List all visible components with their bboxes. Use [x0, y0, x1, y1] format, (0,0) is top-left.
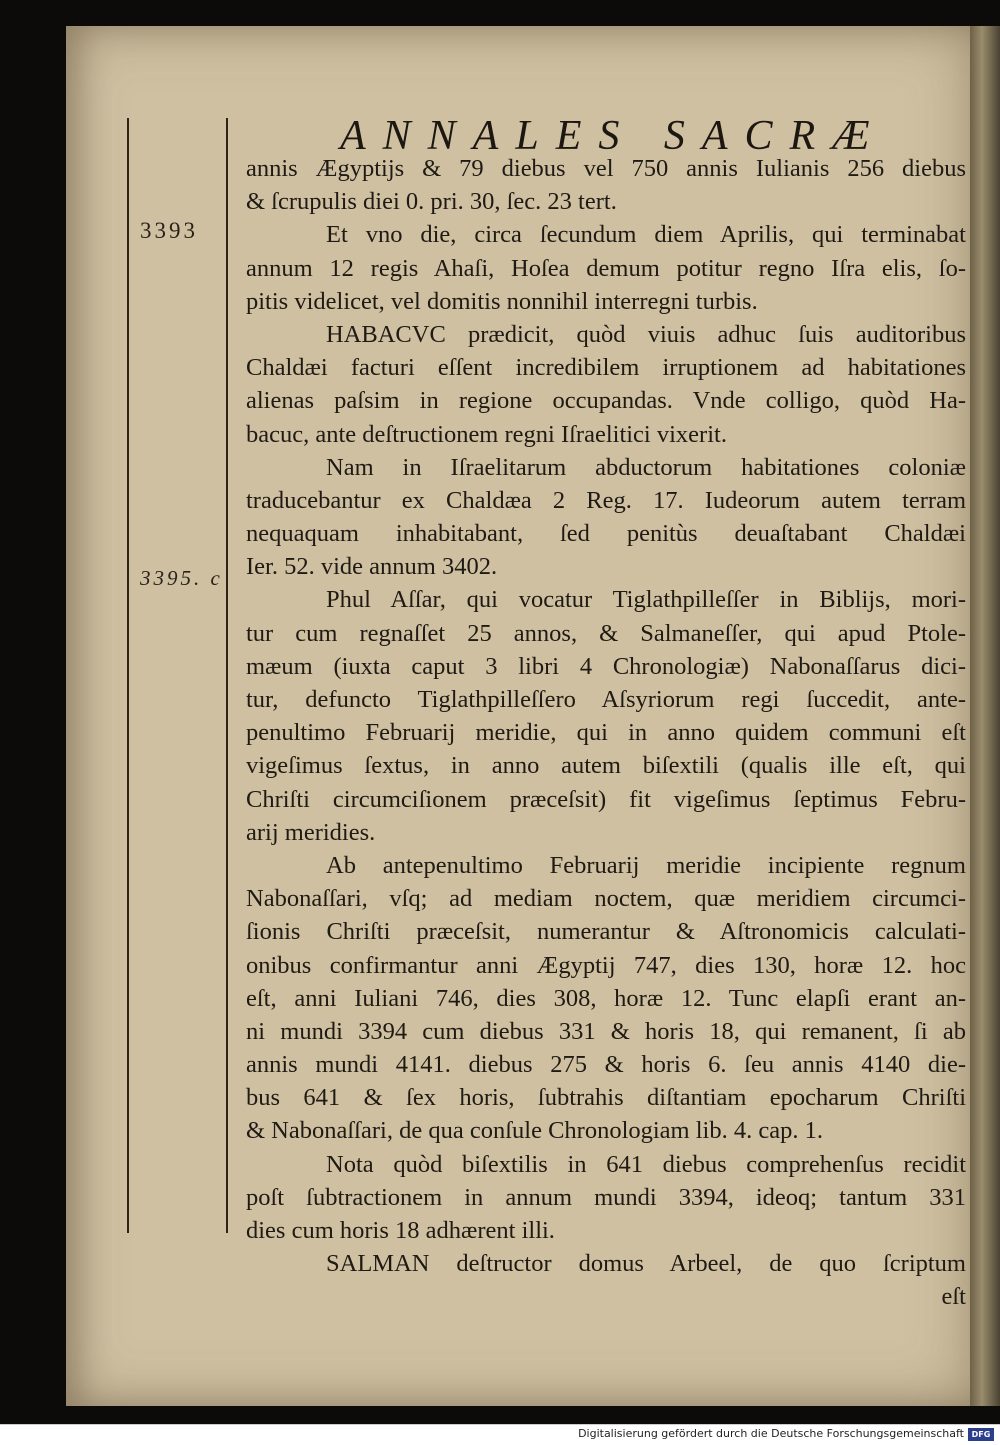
- dfg-logo-icon: DFG: [968, 1428, 994, 1441]
- text-line: & ſcrupulis diei 0. pri. 30, ſec. 23 tert.: [246, 188, 617, 216]
- text-line: onibus confirmantur anni Ægyptij 747, dies 130, horæ 12. hoc: [246, 951, 966, 979]
- text-line: eſt: [941, 1283, 966, 1311]
- body-text: [246, 152, 966, 1314]
- text-line: & Nabonaſſari, de qua conſule Chronologiam lib. 4. cap. 1.: [246, 1117, 823, 1145]
- footer-credit: Digitalisierung gefördert durch die Deutsche Forschungsgemeinschaft: [578, 1427, 964, 1440]
- text-line: nequaquam inhabitabant, ſed penitùs deuaſtabant Chaldæi: [246, 520, 966, 548]
- text-line: tur, defuncto Tiglathpilleſſero Aſsyriorum regi ſuccedit, ante-: [246, 686, 966, 713]
- text-line: Chaldæi facturi eſſent incredibilem irruptionem ad habitationes: [246, 354, 966, 382]
- text-line: Et vno die, circa ſecundum diem Aprilis, qui terminabat: [326, 221, 966, 249]
- text-line: ſionis Chriſti præceſsit, numerantur & Aſtronomicis calculati-: [246, 918, 966, 946]
- marginal-year-3393: 3393: [140, 218, 198, 243]
- text-line: Nota quòd biſextilis in 641 diebus comprehenſus recidit: [326, 1150, 966, 1178]
- marginal-year-3395: 3395. c: [140, 566, 223, 590]
- text-line: bacuc, ante deſtructionem regni Iſraelitici vixerit.: [246, 420, 727, 448]
- text-line: mæum (iuxta caput 3 libri 4 Chronologiæ) Nabonaſſarus dici-: [246, 652, 966, 680]
- text-line: penultimo Februarij meridie, qui in anno quidem communi eſt: [246, 719, 966, 747]
- text-line: ni mundi 3394 cum diebus 331 & horis 18, qui remanent, ſi ab: [246, 1017, 966, 1045]
- text-line: arij meridies.: [246, 818, 376, 846]
- text-line: HABACVC prædicit, quòd viuis adhuc ſuis auditoribus: [326, 320, 966, 348]
- text-line: traducebantur ex Chaldæa 2 Reg. 17. Iudeorum autem terram: [246, 486, 966, 514]
- text-line: vigeſimus ſextus, in anno autem biſextili (qualis ille eſt, qui: [246, 752, 966, 780]
- text-line: annis Ægyptijs & 79 diebus vel 750 annis Iulianis 256 diebus: [246, 155, 966, 182]
- text-line: Phul Aſſar, qui vocatur Tiglathpilleſſer in Biblijs, mori-: [326, 586, 966, 614]
- text-line: tur cum regnaſſet 25 annos, & Salmaneſſer, qui apud Ptole-: [246, 619, 966, 647]
- text-line: Ier. 52. vide annum 3402.: [246, 553, 498, 581]
- margin-rule-outer: [127, 118, 129, 1233]
- running-head: ANNALES SACRÆ: [340, 113, 887, 159]
- page-edge: [970, 26, 1000, 1406]
- text-line: annum 12 regis Ahaſi, Hoſea demum potitur regno Iſra elis, ſo-: [246, 254, 966, 282]
- text-line: dies cum horis 18 adhærent illi.: [246, 1217, 555, 1244]
- text-line: annis mundi 4141. diebus 275 & horis 6. ſeu annis 4140 die-: [246, 1051, 966, 1079]
- text-line: eſt, anni Iuliani 746, dies 308, horæ 12. Tunc elapſi erant an-: [246, 984, 966, 1012]
- text-line: bus 641 & ſex horis, ſubtrahis diſtantiam epocharum Chriſti: [246, 1084, 966, 1112]
- text-line: Nam in Iſraelitarum abductorum habitationes coloniæ: [326, 453, 966, 481]
- text-line: pitis videlicet, vel domitis nonnihil interregni turbis.: [246, 287, 758, 315]
- text-line: Nabonaſſari, vſq; ad mediam noctem, quæ meridiem circumci-: [246, 885, 966, 913]
- text-line: alienas paſsim in regione occupandas. Vnde colligo, quòd Ha-: [246, 387, 966, 415]
- margin-rule-inner: [226, 118, 228, 1233]
- text-line: SALMAN deſtructor domus Arbeel, de quo ſcriptum: [326, 1250, 966, 1278]
- text-line: poſt ſubtractionem in annum mundi 3394, ideoq; tantum 331: [246, 1183, 966, 1211]
- footer-bar: [0, 1424, 1000, 1445]
- text-line: Ab antepenultimo Februarij meridie incipiente regnum: [326, 851, 966, 879]
- text-line: Chriſti circumciſionem præceſsit) fit vigeſimus ſeptimus Febru-: [246, 785, 966, 813]
